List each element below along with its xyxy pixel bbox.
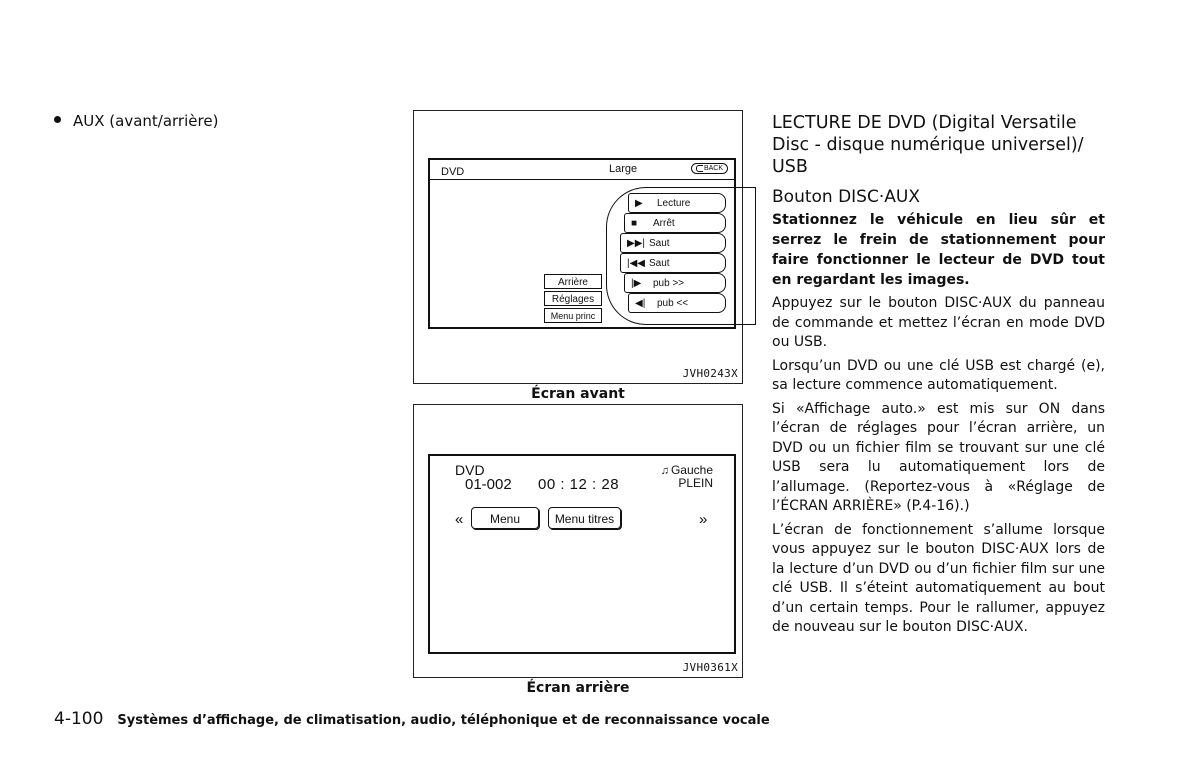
body-paragraph: L’écran de fonctionnement s’allume lorsque vous appuyez sur le bouton DISC·AUX lors de la lecture d’un DVD ou d’un fichier film sur une clé USB. Il s’éteint automatiquement au bout d’un certain temps. Pour le rallumer, appuyez de nouveau sur le bouton DISC·AUX. <box>772 521 1105 635</box>
section-heading: LECTURE DE DVD (Digital Versatile Disc - disque numérique universel)/ USB <box>772 113 1084 177</box>
menu-item-label: pub << <box>657 297 689 309</box>
body-paragraph: Si «Affichage auto.» est mis sur ON dans l’écran de réglages pour l’écran arrière, un DVD ou un fichier film se trouvant sur une clé USB sera lu automatiquement lors de l’allumage. (Reportez-vous à «Réglage de l’ÉCRAN ARRIÈRE» (P.4-16).) <box>772 400 1105 514</box>
figure-front-screen <box>413 110 743 384</box>
ad-back-icon: ◀| <box>635 297 646 309</box>
stop-icon: ■ <box>631 217 638 229</box>
title-menu-button[interactable]: Menu titres <box>548 507 621 529</box>
page-footer <box>54 709 770 729</box>
menu-item-skip-back[interactable] <box>620 253 726 273</box>
elapsed-time: 00 : 12 : 28 <box>538 476 620 493</box>
rear-source-label: DVD <box>455 462 485 478</box>
track-number: 01-002 <box>465 476 512 493</box>
front-source-label: DVD <box>441 166 465 178</box>
bullet-text: AUX (avant/arrière) <box>73 112 219 130</box>
menu-item-play[interactable] <box>628 193 726 213</box>
audio-side-label: Gauche <box>670 463 713 477</box>
back-label: BACK <box>703 165 723 172</box>
play-icon: ▶ <box>635 197 643 209</box>
main-menu-button[interactable]: Menu princ <box>544 308 602 323</box>
figure-code: JVH0361X <box>682 661 738 674</box>
next-arrow-icon[interactable]: » <box>699 511 708 528</box>
settings-button[interactable]: Réglages <box>544 291 602 306</box>
menu-item-ad-forward[interactable] <box>624 273 726 293</box>
figure-caption-rear: Écran arrière <box>526 680 630 696</box>
prev-arrow-icon[interactable]: « <box>455 511 464 528</box>
ad-forward-icon: |▶ <box>631 277 642 289</box>
menu-item-label: Lecture <box>657 197 691 209</box>
side-buttons <box>544 274 602 325</box>
front-mode-label: Large <box>609 163 638 175</box>
header-divider <box>430 179 734 180</box>
page-number: 4-100 <box>54 709 104 729</box>
chapter-title: Systèmes d’affichage, de climatisation, audio, téléphonique et de reconnaissance vocale <box>117 713 770 728</box>
text-column <box>772 112 1105 642</box>
front-display <box>428 158 736 329</box>
menu-item-label: Arrêt <box>653 217 675 229</box>
bullet-dot-icon <box>54 116 61 123</box>
audio-output-indicator <box>643 464 713 489</box>
body-paragraph: Appuyez sur le bouton DISC·AUX du panneau de commande et mettez l’écran en mode DVD ou USB. <box>772 295 1105 350</box>
playback-menu <box>620 193 726 313</box>
menu-item-label: pub >> <box>653 277 685 289</box>
audio-mode-label: PLEIN <box>678 476 713 490</box>
menu-item-skip-forward[interactable] <box>620 233 726 253</box>
warning-paragraph: Stationnez le véhicule en lieu sûr et serrez le frein de stationnement pour faire fonctionner le lecteur de DVD tout en regardant les images. <box>772 212 1105 288</box>
rear-button[interactable]: Arrière <box>544 274 602 289</box>
menu-button[interactable]: Menu <box>471 507 539 529</box>
return-icon <box>696 165 703 172</box>
figure-code: JVH0243X <box>682 367 738 380</box>
skip-forward-icon: ▶▶| <box>627 237 645 249</box>
menu-item-stop[interactable] <box>624 213 726 233</box>
figure-rear-screen <box>413 404 743 678</box>
menu-item-label: Saut <box>649 257 670 269</box>
menu-item-label: Saut <box>649 237 670 249</box>
figure-caption-front: Écran avant <box>531 386 625 402</box>
subsection-heading: Bouton DISC·AUX <box>772 187 920 207</box>
rear-display <box>428 454 736 654</box>
skip-back-icon: |◀◀ <box>627 257 645 269</box>
headphones-icon: ♫ <box>660 465 669 477</box>
back-button[interactable] <box>691 163 728 174</box>
bullet-item-aux <box>54 112 218 130</box>
body-paragraph: Lorsqu’un DVD ou une clé USB est chargé (e), sa lecture commence automatiquement. <box>772 357 1105 393</box>
menu-item-ad-back[interactable] <box>628 293 726 313</box>
